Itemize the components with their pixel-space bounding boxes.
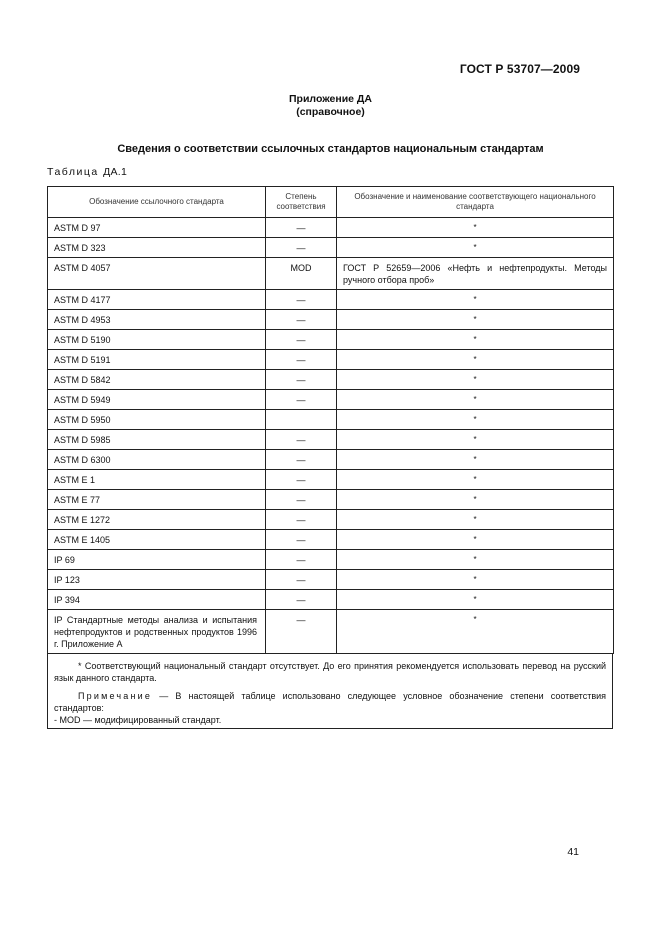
cell-national: * — [337, 310, 614, 330]
header-designation: Обозначение ссылочного стандарта — [48, 187, 266, 218]
cell-designation: ASTM E 1 — [48, 470, 266, 490]
cell-degree: — — [266, 510, 337, 530]
cell-designation: ASTM D 4177 — [48, 290, 266, 310]
cell-designation: ASTM D 6300 — [48, 450, 266, 470]
footnote — [54, 660, 606, 684]
cell-degree: — — [266, 310, 337, 330]
table-row — [48, 610, 614, 654]
table-label-word: Таблица — [47, 166, 99, 178]
cell-designation: ASTM D 5985 — [48, 430, 266, 450]
cell-national: * — [337, 238, 614, 258]
footnote-text: * Соответствующий национальный стандарт отсутствует. До его принятия рекомендуется использовать перевод на русский язык данного стандарта. — [54, 661, 606, 683]
cell-national: * — [337, 218, 614, 238]
cell-national: * — [337, 570, 614, 590]
cell-degree: — — [266, 470, 337, 490]
cell-degree: — — [266, 570, 337, 590]
cell-national: * — [337, 330, 614, 350]
cell-degree: — — [266, 430, 337, 450]
table-row — [48, 510, 614, 530]
cell-degree: — — [266, 350, 337, 370]
table-row — [48, 218, 614, 238]
cell-degree: — — [266, 550, 337, 570]
table-row — [48, 550, 614, 570]
note — [54, 690, 606, 726]
note-item: - MOD — модифицированный стандарт. — [54, 715, 222, 725]
cell-designation: ASTM D 97 — [48, 218, 266, 238]
table-body — [48, 218, 614, 654]
cell-designation: IP Стандартные методы анализа и испытания нефтепродуктов и родственных продуктов 1996 г. Приложение А — [48, 610, 266, 654]
cell-degree: — — [266, 590, 337, 610]
table-row — [48, 530, 614, 550]
table-row — [48, 390, 614, 410]
cell-national: * — [337, 350, 614, 370]
table-row — [48, 570, 614, 590]
cell-national: * — [337, 610, 614, 654]
cell-designation: ASTM E 77 — [48, 490, 266, 510]
cell-designation: ASTM D 5190 — [48, 330, 266, 350]
cell-designation: IP 123 — [48, 570, 266, 590]
table-row — [48, 430, 614, 450]
cell-designation: ASTM D 5949 — [48, 390, 266, 410]
cell-degree — [266, 410, 337, 430]
table-row — [48, 238, 614, 258]
table-label-number: ДА.1 — [103, 166, 128, 178]
cell-national: * — [337, 430, 614, 450]
cell-degree: — — [266, 530, 337, 550]
table-row — [48, 590, 614, 610]
header-national: Обозначение и наименование соответствующего национального стандарта — [337, 187, 614, 218]
cell-designation: ASTM D 4057 — [48, 258, 266, 290]
cell-national: ГОСТ Р 52659—2006 «Нефть и нефтепродукты. Методы ручного отбора проб» — [337, 258, 614, 290]
cell-national: * — [337, 450, 614, 470]
cell-national: * — [337, 490, 614, 510]
correspondence-table — [47, 186, 614, 654]
cell-national: * — [337, 510, 614, 530]
cell-national: * — [337, 470, 614, 490]
table-row — [48, 370, 614, 390]
cell-designation: ASTM E 1272 — [48, 510, 266, 530]
note-label: Примечание — [78, 691, 153, 701]
table-label — [47, 166, 127, 178]
table-row — [48, 350, 614, 370]
cell-designation: ASTM D 5842 — [48, 370, 266, 390]
section-title: Сведения о соответствии ссылочных стандартов национальным стандартам — [117, 143, 544, 155]
cell-designation: ASTM D 323 — [48, 238, 266, 258]
cell-designation: ASTM E 1405 — [48, 530, 266, 550]
cell-national: * — [337, 390, 614, 410]
cell-degree: — — [266, 390, 337, 410]
table-row — [48, 330, 614, 350]
table-row — [48, 470, 614, 490]
cell-national: * — [337, 550, 614, 570]
page-number: 41 — [567, 846, 579, 858]
table-row — [48, 258, 614, 290]
cell-designation: ASTM D 4953 — [48, 310, 266, 330]
table-row — [48, 410, 614, 430]
cell-degree: — — [266, 370, 337, 390]
annex-subtitle: (справочное) — [296, 106, 365, 118]
table-row — [48, 290, 614, 310]
cell-degree: — — [266, 450, 337, 470]
cell-national: * — [337, 410, 614, 430]
cell-national: * — [337, 370, 614, 390]
cell-designation: IP 394 — [48, 590, 266, 610]
cell-degree: — — [266, 238, 337, 258]
table-row — [48, 310, 614, 330]
cell-designation: ASTM D 5191 — [48, 350, 266, 370]
cell-national: * — [337, 290, 614, 310]
cell-degree: — — [266, 330, 337, 350]
cell-national: * — [337, 530, 614, 550]
table-row — [48, 490, 614, 510]
cell-degree: — — [266, 490, 337, 510]
cell-degree: — — [266, 610, 337, 654]
annex-title: Приложение ДА — [289, 93, 372, 105]
cell-national: * — [337, 590, 614, 610]
table-row — [48, 450, 614, 470]
cell-designation: ASTM D 5950 — [48, 410, 266, 430]
cell-degree: — — [266, 290, 337, 310]
note-text: — В настоящей таблице использовано следующее условное обозначение степени соответствия стандартов: — [54, 691, 606, 713]
cell-degree: MOD — [266, 258, 337, 290]
table-footnote-box — [47, 653, 613, 729]
header-degree: Степень соответствия — [266, 187, 337, 218]
cell-designation: IP 69 — [48, 550, 266, 570]
cell-degree: — — [266, 218, 337, 238]
document-code: ГОСТ Р 53707—2009 — [459, 62, 580, 76]
